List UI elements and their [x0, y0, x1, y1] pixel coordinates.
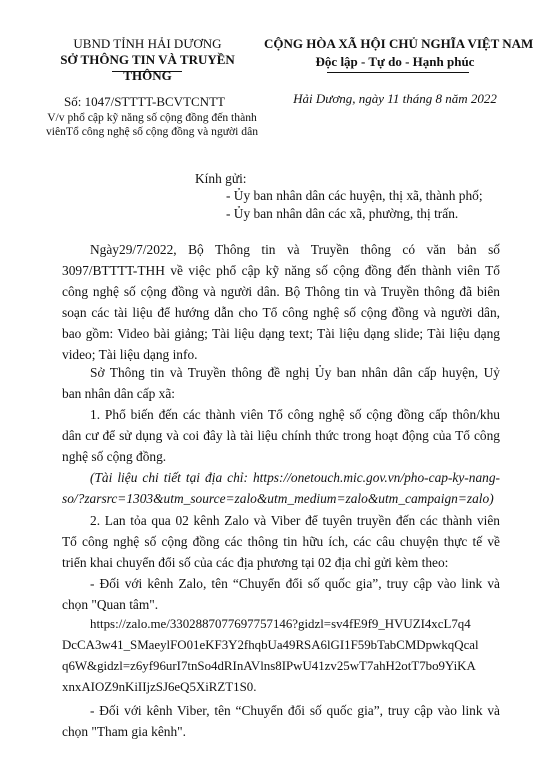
subject-line: viênTổ công nghệ số cộng đồng và người dân — [45, 125, 259, 138]
subject-line: V/v phổ cập kỹ năng số cộng đồng đến thành — [47, 111, 257, 124]
paragraph-line: dân cư để sử dụng và coi đây là tài liệu chính thức trong hoạt động của Tổ công — [62, 428, 500, 443]
paragraph-line: chọn "Tham gia kênh". — [62, 724, 186, 739]
recipient-item: - Ủy ban nhân dân các xã, phường, thị trấn. — [226, 206, 459, 221]
zalo-instruction — [62, 573, 500, 615]
paragraph-line: Ngày29/7/2022, Bộ Thông tin và Truyền thông có văn bản số — [90, 242, 500, 257]
body-paragraph-request — [62, 362, 500, 404]
paragraph-line: bao gồm: Video bài giảng; Tài liệu dạng text; Tài liệu dạng slide; Tài liệu dạng — [62, 326, 500, 341]
motto-underline — [327, 72, 469, 73]
paragraph-line: công nghệ số cộng đồng và người dân. Bộ Thông tin và Truyền thông đã biên — [62, 284, 500, 299]
body-item-1 — [62, 404, 500, 467]
issuing-agency: UBND TỈNH HẢI DƯƠNG — [73, 36, 222, 51]
paragraph-line: (Tài liệu chi tiết tại địa chỉ: https://onetouch.mic.gov.vn/pho-cap-ky-nang- — [90, 470, 500, 485]
link-line[interactable]: https://zalo.me/3302887077697757146?gidzl=sv4fE9f9_HVUZI4xcL7q4 — [90, 617, 471, 631]
paragraph-line: Tổ công nghệ số cộng đồng các thông tin hữu ích, các câu chuyện thực tế về — [62, 534, 500, 549]
recipients-list — [226, 187, 483, 223]
document-number — [64, 94, 225, 110]
zalo-link[interactable] — [62, 614, 500, 698]
item-1-link-note — [62, 467, 500, 509]
paragraph-line: so/?zarsrc=1303&utm_source=zalo&utm_medium=zalo&utm_campaign=zalo) — [62, 491, 494, 506]
paragraph-line: soạn các tài liệu để hướng dẫn cho Tổ công nghệ số cộng đồng và người dân, — [62, 305, 500, 320]
link-line[interactable]: DcCA3w41_SMaeylFO01eKF3Y2fhqbUa49RSA6lGI1F59bTabCMDpwkqQcal — [62, 638, 479, 652]
issuing-department: SỞ THÔNG TIN VÀ TRUYỀN THÔNG — [60, 52, 235, 83]
paragraph-line: 1. Phổ biến đến các thành viên Tổ công nghệ số cộng đồng cấp thôn/khu — [90, 407, 500, 422]
body-item-2 — [62, 510, 500, 573]
paragraph-line: - Đối với kênh Viber, tên “Chuyển đổi số quốc gia”, truy cập vào link và — [90, 703, 500, 718]
viber-instruction — [62, 700, 500, 742]
paragraph-line: triển khai chuyển đổi số của các địa phương tại 02 địa chỉ gửi kèm theo: — [62, 555, 449, 570]
paragraph-line: ban nhân dân cấp xã: — [62, 386, 176, 401]
paragraph-line: Sở Thông tin và Truyền thông đề nghị Ủy ban nhân dân cấp huyện, Uỷ — [90, 365, 500, 380]
document-number-value: 1047/STTTT-BCVTCNTT — [84, 94, 225, 109]
recipients-label: Kính gửi: — [195, 171, 247, 186]
paragraph-line: 2. Lan tỏa qua 02 kênh Zalo và Viber để tuyên truyền đến các thành viên — [90, 513, 500, 528]
paragraph-line: chọn "Quan tâm". — [62, 597, 159, 612]
link-line[interactable]: xnxAIOZ9nKiIIjzSJ6eQ5XiRZT1S0. — [62, 680, 257, 694]
place-and-date: Hải Dương, ngày 11 tháng 8 năm 2022 — [293, 91, 497, 106]
paragraph-line: 3097/BTTTT-THH về việc phổ cập kỹ năng số cộng đồng đến thành viên Tổ — [62, 263, 500, 278]
recipient-item: - Ủy ban nhân dân các huyện, thị xã, thành phố; — [226, 188, 483, 203]
document-subject — [42, 111, 262, 139]
body-paragraph-intro — [62, 239, 500, 365]
document-number-prefix: Số: — [64, 94, 82, 109]
department-underline — [112, 71, 182, 72]
paragraph-line: video; Tài liệu dạng info. — [62, 347, 198, 362]
paragraph-line: - Đối với kênh Zalo, tên “Chuyển đổi số quốc gia”, truy cập vào link và — [90, 576, 500, 591]
national-title: CỘNG HÒA XÃ HỘI CHỦ NGHĨA VIỆT NAM — [264, 36, 534, 51]
paragraph-line: nghệ số cộng đồng. — [62, 449, 167, 464]
link-line[interactable]: q6W&gidzl=z6yf96urI7tnSo4dRInAVlns8IPwU41zv25wT7ahH2otT7bo9YiKA — [62, 659, 476, 673]
national-motto: Độc lập - Tự do - Hạnh phúc — [315, 54, 475, 69]
